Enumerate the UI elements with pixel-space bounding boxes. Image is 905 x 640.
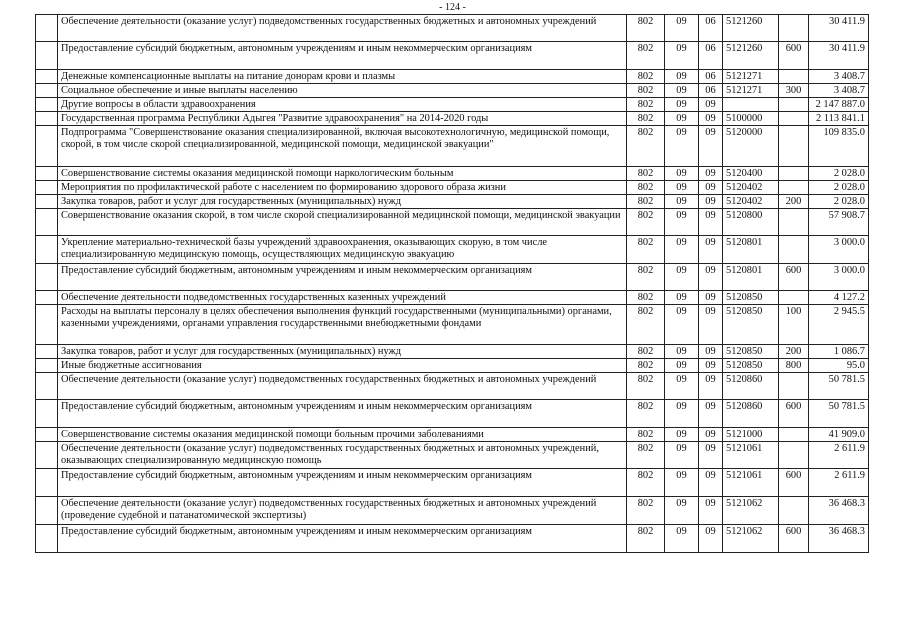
row-admin-code: 802 (627, 359, 665, 373)
table-row (36, 373, 869, 400)
row-target-code: 5120000 (723, 126, 779, 167)
row-subsection-code: 09 (699, 525, 723, 553)
row-target-code: 5121260 (723, 42, 779, 70)
row-description: Мероприятия по профилактической работе с населением по формированию здорового образа жизни (58, 181, 627, 195)
row-subsection-code: 09 (699, 305, 723, 345)
row-margin-cell (36, 305, 58, 345)
row-amount: 30 411.9 (809, 42, 869, 70)
row-target-code: 5120850 (723, 345, 779, 359)
row-description: Обеспечение деятельности (оказание услуг) подведомственных государственных бюджетных и автономных учреждений (58, 15, 627, 42)
row-margin-cell (36, 126, 58, 167)
row-expense-type (779, 428, 809, 442)
row-description: Обеспечение деятельности подведомственных государственных казенных учреждений (58, 291, 627, 305)
row-margin-cell (36, 15, 58, 42)
row-amount: 2 611.9 (809, 469, 869, 497)
row-subsection-code: 06 (699, 70, 723, 84)
row-target-code (723, 98, 779, 112)
row-expense-type: 600 (779, 400, 809, 428)
table-row (36, 305, 869, 345)
row-target-code: 5120850 (723, 291, 779, 305)
row-margin-cell (36, 209, 58, 236)
row-margin-cell (36, 469, 58, 497)
row-admin-code: 802 (627, 373, 665, 400)
row-description: Совершенствование системы оказания медицинской помощи наркологическим больным (58, 167, 627, 181)
row-margin-cell (36, 359, 58, 373)
row-target-code: 5121271 (723, 70, 779, 84)
row-section-code: 09 (665, 497, 699, 525)
row-admin-code: 802 (627, 112, 665, 126)
row-subsection-code: 09 (699, 236, 723, 264)
row-margin-cell (36, 181, 58, 195)
row-description: Подпрограмма "Совершенствование оказания специализированной, включая высокотехнологичную, медицинской помощи, скорой, в том числе скорой специализированной, медицинской помощи, медицинской эвакуации" (58, 126, 627, 167)
row-target-code: 5121062 (723, 525, 779, 553)
row-target-code: 5120860 (723, 400, 779, 428)
row-margin-cell (36, 42, 58, 70)
row-margin-cell (36, 525, 58, 553)
table-row (36, 469, 869, 497)
row-expense-type (779, 373, 809, 400)
table-row (36, 126, 869, 167)
row-subsection-code: 09 (699, 181, 723, 195)
row-section-code: 09 (665, 305, 699, 345)
row-expense-type: 300 (779, 84, 809, 98)
row-margin-cell (36, 112, 58, 126)
row-description: Иные бюджетные ассигнования (58, 359, 627, 373)
row-amount: 50 781.5 (809, 373, 869, 400)
row-amount: 3 408.7 (809, 84, 869, 98)
row-expense-type (779, 70, 809, 84)
row-subsection-code: 09 (699, 428, 723, 442)
row-section-code: 09 (665, 428, 699, 442)
row-target-code: 5120801 (723, 236, 779, 264)
row-subsection-code: 09 (699, 469, 723, 497)
row-amount: 3 000.0 (809, 236, 869, 264)
row-subsection-code: 09 (699, 373, 723, 400)
row-admin-code: 802 (627, 126, 665, 167)
row-target-code: 5121271 (723, 84, 779, 98)
row-section-code: 09 (665, 525, 699, 553)
table-row (36, 264, 869, 291)
row-description: Закупка товаров, работ и услуг для государственных (муниципальных) нужд (58, 195, 627, 209)
row-expense-type: 600 (779, 525, 809, 553)
row-target-code: 5121000 (723, 428, 779, 442)
row-section-code: 09 (665, 291, 699, 305)
row-amount: 4 127.2 (809, 291, 869, 305)
row-expense-type: 200 (779, 195, 809, 209)
row-expense-type (779, 112, 809, 126)
row-amount: 109 835.0 (809, 126, 869, 167)
row-description: Расходы на выплаты персоналу в целях обеспечения выполнения функций государственными (муниципальными) органами, казенными учреждениями, органами управления государственными внебюджетными фондами (58, 305, 627, 345)
table-row (36, 209, 869, 236)
table-row (36, 400, 869, 428)
row-section-code: 09 (665, 469, 699, 497)
table-row (36, 525, 869, 553)
row-admin-code: 802 (627, 195, 665, 209)
row-target-code: 5121061 (723, 469, 779, 497)
row-expense-type (779, 98, 809, 112)
row-section-code: 09 (665, 98, 699, 112)
row-description: Государственная программа Республики Адыгея "Развитие здравоохранения" на 2014-2020 годы (58, 112, 627, 126)
row-margin-cell (36, 497, 58, 525)
row-expense-type (779, 497, 809, 525)
row-subsection-code: 09 (699, 359, 723, 373)
table-row (36, 42, 869, 70)
row-description: Совершенствование оказания скорой, в том числе скорой специализированной медицинской помощи, медицинской эвакуации (58, 209, 627, 236)
row-amount: 95.0 (809, 359, 869, 373)
row-description: Обеспечение деятельности (оказание услуг) подведомственных государственных бюджетных и автономных учреждений (проведение судебной и патанатомической экспертизы) (58, 497, 627, 525)
table-row (36, 359, 869, 373)
row-amount: 1 086.7 (809, 345, 869, 359)
row-target-code: 5121260 (723, 15, 779, 42)
row-expense-type (779, 181, 809, 195)
row-target-code: 5120850 (723, 359, 779, 373)
table-row (36, 497, 869, 525)
row-description: Предоставление субсидий бюджетным, автономным учреждениям и иным некоммерческим организациям (58, 42, 627, 70)
table-row (36, 442, 869, 469)
row-amount: 36 468.3 (809, 525, 869, 553)
row-admin-code: 802 (627, 84, 665, 98)
row-subsection-code: 09 (699, 167, 723, 181)
row-section-code: 09 (665, 345, 699, 359)
row-admin-code: 802 (627, 497, 665, 525)
row-admin-code: 802 (627, 167, 665, 181)
row-section-code: 09 (665, 400, 699, 428)
table-row (36, 98, 869, 112)
table-row (36, 195, 869, 209)
table-row (36, 428, 869, 442)
row-margin-cell (36, 195, 58, 209)
row-amount: 2 028.0 (809, 195, 869, 209)
row-section-code: 09 (665, 359, 699, 373)
row-admin-code: 802 (627, 442, 665, 469)
row-admin-code: 802 (627, 305, 665, 345)
row-expense-type: 600 (779, 469, 809, 497)
row-margin-cell (36, 442, 58, 469)
table-row (36, 291, 869, 305)
row-amount: 2 147 887.0 (809, 98, 869, 112)
row-target-code: 5120860 (723, 373, 779, 400)
row-expense-type: 600 (779, 264, 809, 291)
row-section-code: 09 (665, 42, 699, 70)
row-margin-cell (36, 400, 58, 428)
row-subsection-code: 06 (699, 42, 723, 70)
row-subsection-code: 09 (699, 442, 723, 469)
row-subsection-code: 09 (699, 497, 723, 525)
row-margin-cell (36, 236, 58, 264)
row-expense-type (779, 236, 809, 264)
row-amount: 2 113 841.1 (809, 112, 869, 126)
row-section-code: 09 (665, 167, 699, 181)
row-admin-code: 802 (627, 42, 665, 70)
row-admin-code: 802 (627, 15, 665, 42)
row-target-code: 5120801 (723, 264, 779, 291)
row-description: Предоставление субсидий бюджетным, автономным учреждениям и иным некоммерческим организациям (58, 469, 627, 497)
row-expense-type (779, 126, 809, 167)
row-amount: 2 611.9 (809, 442, 869, 469)
budget-table (35, 14, 869, 553)
row-expense-type (779, 291, 809, 305)
row-admin-code: 802 (627, 209, 665, 236)
table-row (36, 236, 869, 264)
row-target-code: 5120850 (723, 305, 779, 345)
row-amount: 2 945.5 (809, 305, 869, 345)
row-subsection-code: 09 (699, 98, 723, 112)
row-description: Предоставление субсидий бюджетным, автономным учреждениям и иным некоммерческим организациям (58, 264, 627, 291)
row-description: Закупка товаров, работ и услуг для государственных (муниципальных) нужд (58, 345, 627, 359)
row-subsection-code: 09 (699, 400, 723, 428)
row-expense-type: 200 (779, 345, 809, 359)
row-subsection-code: 09 (699, 112, 723, 126)
row-admin-code: 802 (627, 469, 665, 497)
row-subsection-code: 09 (699, 126, 723, 167)
row-description: Социальное обеспечение и иные выплаты населению (58, 84, 627, 98)
row-expense-type (779, 167, 809, 181)
row-subsection-code: 09 (699, 345, 723, 359)
row-expense-type (779, 442, 809, 469)
row-admin-code: 802 (627, 428, 665, 442)
table-row (36, 70, 869, 84)
row-admin-code: 802 (627, 236, 665, 264)
row-margin-cell (36, 70, 58, 84)
row-subsection-code: 06 (699, 15, 723, 42)
row-section-code: 09 (665, 195, 699, 209)
row-description: Укрепление материально-технической базы учреждений здравоохранения, оказывающих скорую, в том числе специализированную медицинскую помощь, осуществляющих медицинскую эвакуацию (58, 236, 627, 264)
row-admin-code: 802 (627, 525, 665, 553)
row-section-code: 09 (665, 236, 699, 264)
table-row (36, 15, 869, 42)
row-amount: 30 411.9 (809, 15, 869, 42)
row-admin-code: 802 (627, 291, 665, 305)
row-target-code: 5120402 (723, 195, 779, 209)
row-description: Совершенствование системы оказания медицинской помощи больным прочими заболеваниями (58, 428, 627, 442)
row-admin-code: 802 (627, 400, 665, 428)
row-section-code: 09 (665, 70, 699, 84)
row-admin-code: 802 (627, 345, 665, 359)
row-amount: 41 909.0 (809, 428, 869, 442)
row-subsection-code: 09 (699, 264, 723, 291)
table-row (36, 112, 869, 126)
row-section-code: 09 (665, 15, 699, 42)
row-section-code: 09 (665, 373, 699, 400)
row-target-code: 5121061 (723, 442, 779, 469)
row-expense-type (779, 15, 809, 42)
row-section-code: 09 (665, 209, 699, 236)
row-description: Денежные компенсационные выплаты на питание донорам крови и плазмы (58, 70, 627, 84)
row-margin-cell (36, 98, 58, 112)
row-margin-cell (36, 167, 58, 181)
row-target-code: 5120402 (723, 181, 779, 195)
row-section-code: 09 (665, 126, 699, 167)
row-margin-cell (36, 345, 58, 359)
row-margin-cell (36, 373, 58, 400)
row-margin-cell (36, 264, 58, 291)
row-amount: 50 781.5 (809, 400, 869, 428)
row-amount: 57 908.7 (809, 209, 869, 236)
row-description: Другие вопросы в области здравоохранения (58, 98, 627, 112)
row-amount: 2 028.0 (809, 181, 869, 195)
row-subsection-code: 06 (699, 84, 723, 98)
table-row (36, 181, 869, 195)
page-number: - 124 - (439, 2, 466, 13)
row-amount: 36 468.3 (809, 497, 869, 525)
row-description: Предоставление субсидий бюджетным, автономным учреждениям и иным некоммерческим организациям (58, 400, 627, 428)
row-subsection-code: 09 (699, 209, 723, 236)
table-row (36, 167, 869, 181)
row-expense-type: 800 (779, 359, 809, 373)
row-description: Предоставление субсидий бюджетным, автономным учреждениям и иным некоммерческим организациям (58, 525, 627, 553)
row-section-code: 09 (665, 181, 699, 195)
row-target-code: 5100000 (723, 112, 779, 126)
row-admin-code: 802 (627, 264, 665, 291)
row-margin-cell (36, 84, 58, 98)
row-section-code: 09 (665, 84, 699, 98)
row-target-code: 5121062 (723, 497, 779, 525)
row-subsection-code: 09 (699, 291, 723, 305)
row-subsection-code: 09 (699, 195, 723, 209)
row-description: Обеспечение деятельности (оказание услуг) подведомственных государственных бюджетных и автономных учреждений, оказывающих специализированную медицинскую помощь (58, 442, 627, 469)
row-section-code: 09 (665, 112, 699, 126)
row-amount: 3 408.7 (809, 70, 869, 84)
table-body (36, 15, 869, 553)
row-expense-type (779, 209, 809, 236)
row-admin-code: 802 (627, 70, 665, 84)
row-section-code: 09 (665, 442, 699, 469)
row-amount: 2 028.0 (809, 167, 869, 181)
row-admin-code: 802 (627, 98, 665, 112)
table-row (36, 84, 869, 98)
row-description: Обеспечение деятельности (оказание услуг) подведомственных государственных бюджетных и автономных учреждений (58, 373, 627, 400)
row-admin-code: 802 (627, 181, 665, 195)
row-target-code: 5120800 (723, 209, 779, 236)
row-margin-cell (36, 291, 58, 305)
row-expense-type: 600 (779, 42, 809, 70)
row-target-code: 5120400 (723, 167, 779, 181)
row-expense-type: 100 (779, 305, 809, 345)
row-section-code: 09 (665, 264, 699, 291)
table-row (36, 345, 869, 359)
row-margin-cell (36, 428, 58, 442)
row-amount: 3 000.0 (809, 264, 869, 291)
